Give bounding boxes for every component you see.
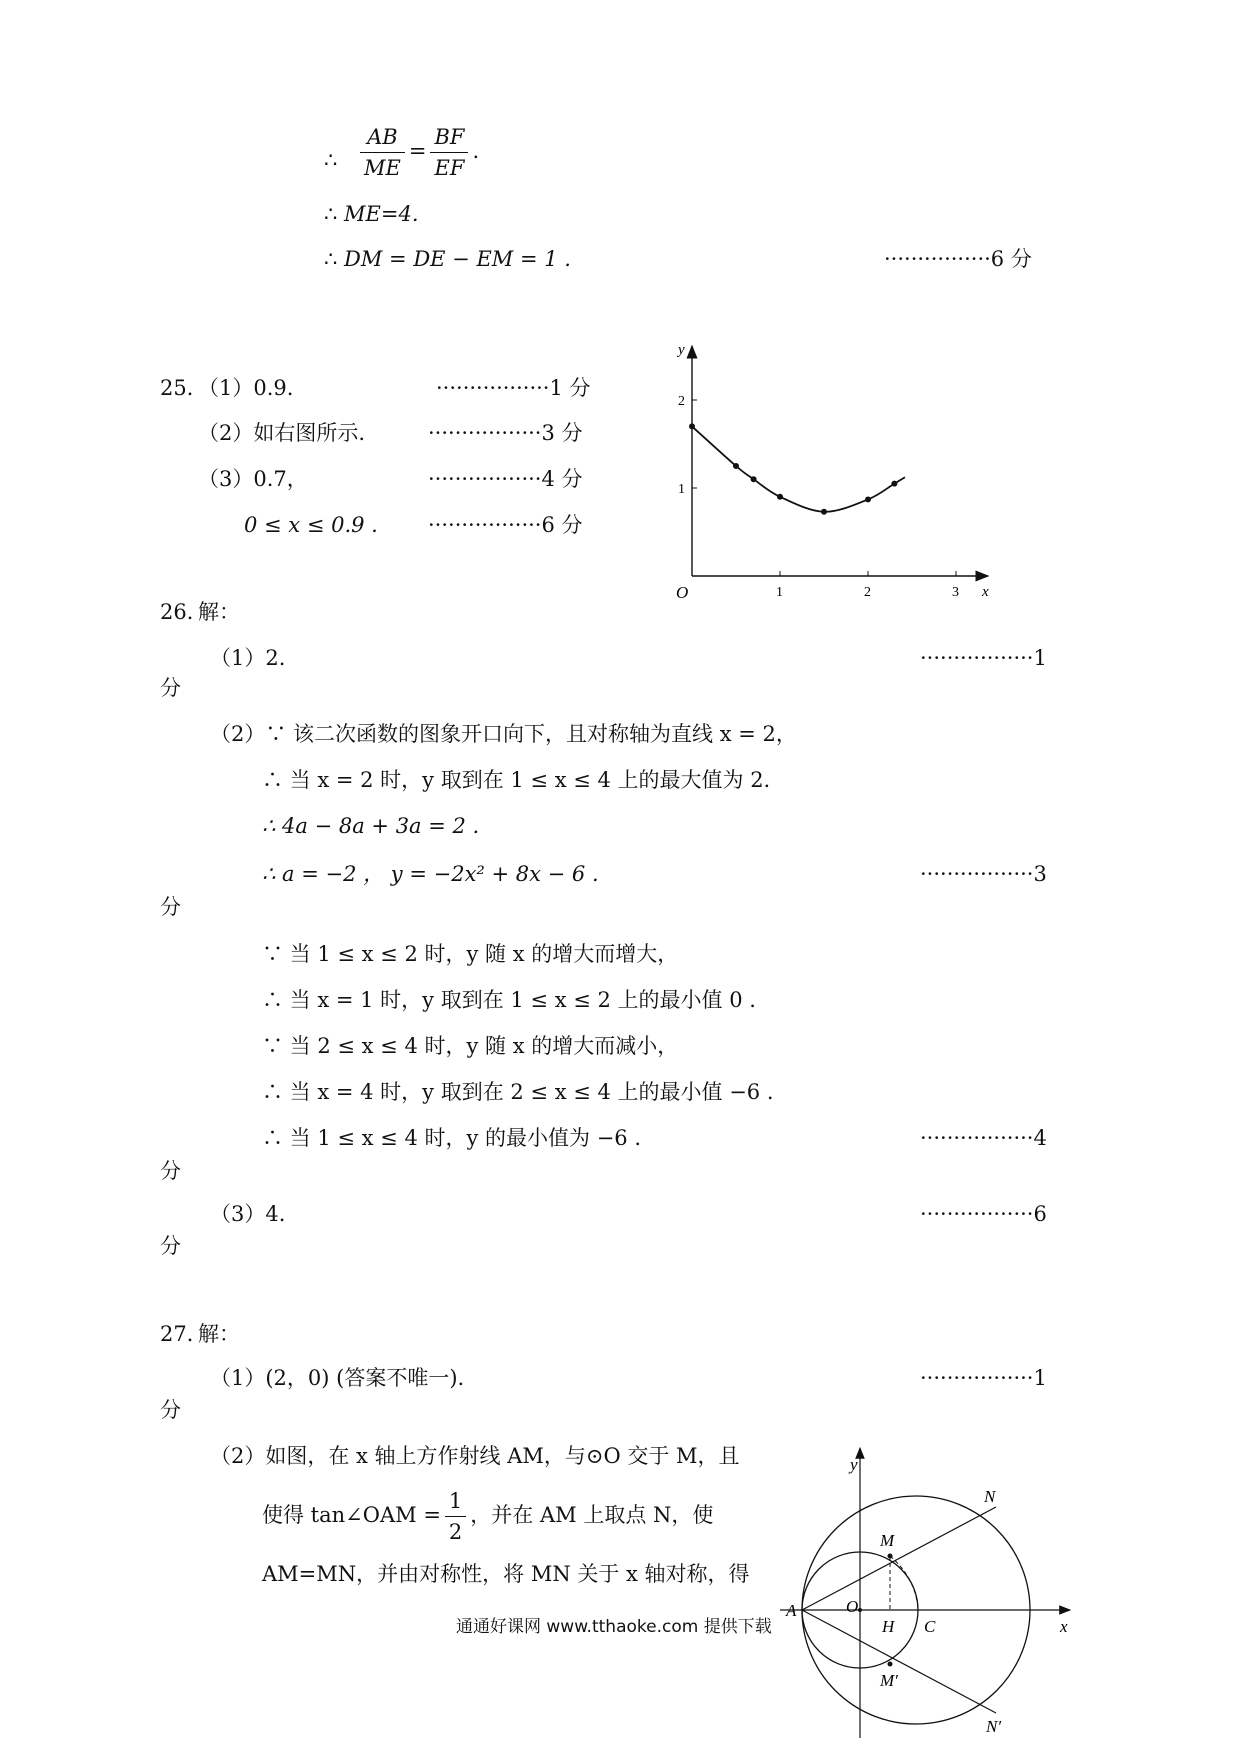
q26-l10-score: ·················4: [920, 1126, 1047, 1150]
label-n: N: [984, 1487, 996, 1506]
data-point: [777, 494, 783, 500]
q25-p1-score: ·················1 分: [436, 376, 591, 400]
q25-p1: （1）0.9.: [198, 376, 294, 400]
q25-p3: （3）0.7，: [198, 467, 308, 491]
label-m: M: [880, 1531, 895, 1550]
q26-l2: （2）∵ 该二次函数的图象开口向下，且对称轴为直线 x = 2，: [210, 722, 797, 746]
data-point: [821, 509, 827, 515]
q26-fen-3: 分: [160, 895, 181, 919]
ray-an: [802, 1507, 996, 1610]
x-tick-label: 3: [952, 585, 959, 600]
q26-l6: ∵ 当 1 ≤ x ≤ 2 时，y 随 x 的增大而增大，: [262, 942, 679, 966]
fig-y-label: y: [850, 1455, 858, 1474]
label-o: O: [846, 1597, 859, 1616]
label-c: C: [924, 1617, 936, 1636]
dashed-mc: [890, 1556, 918, 1610]
label-m-prime: M′: [880, 1671, 898, 1690]
point-m-prime: [888, 1662, 893, 1667]
q27-l3: 使得 tan∠OAM = $\frac{1}{2}$ ，并在 AM 上取点 N，使: [262, 1486, 713, 1547]
data-point: [891, 481, 897, 487]
fraction-bf-ef: $\frac{BF}{EF}$: [430, 122, 468, 183]
q27-number: 27．: [160, 1322, 208, 1346]
q25-p3-score: ·················4 分: [428, 467, 583, 491]
y-tick-label: 2: [678, 394, 685, 409]
q26-number: 26．: [160, 600, 208, 624]
q27-l1: （1）(2，0) (答案不唯一).: [210, 1366, 465, 1390]
q26-fen-6: 分: [160, 1234, 181, 1258]
y-tick-label: 1: [678, 482, 685, 497]
q26-l4: ∴ 4a − 8a + 3a = 2 .: [262, 814, 480, 838]
fig-x-label: x: [1060, 1617, 1068, 1636]
q26-l11: （3）4.: [210, 1202, 286, 1226]
q26-l11-score: ·················6: [920, 1202, 1047, 1226]
label-n-prime: N′: [986, 1717, 1002, 1736]
data-point: [865, 496, 871, 502]
q27-l1-score: ·················1: [920, 1366, 1047, 1390]
q26-l7: ∴ 当 x = 1 时，y 取到在 1 ≤ x ≤ 2 上的最小值 0 .: [262, 988, 756, 1012]
q26-l10: ∴ 当 1 ≤ x ≤ 4 时，y 的最小值为 −6 .: [262, 1126, 642, 1150]
q25-number: 25．: [160, 376, 208, 400]
ray-an-prime: [802, 1610, 996, 1713]
q26-l1-score: ·················1: [920, 646, 1047, 670]
q25-p2-score: ·················3 分: [428, 421, 583, 445]
q26-fen-4: 分: [160, 1159, 181, 1183]
q25-p4-score: ·················6 分: [428, 513, 583, 537]
origin-label: O: [676, 583, 689, 602]
q26-l8: ∵ 当 2 ≤ x ≤ 4 时，y 随 x 的增大而减小，: [262, 1034, 679, 1058]
q27-figure: [770, 1440, 1080, 1740]
line-me: ∴ ME=4.: [324, 202, 419, 226]
x-tick-label: 2: [864, 585, 871, 600]
y-axis-label: y: [678, 342, 685, 358]
point-o: [858, 1608, 862, 1612]
q27-l4: AM=MN，并由对称性，将 MN 关于 x 轴对称，得: [262, 1562, 750, 1586]
fraction-one-half: $\frac{1}{2}$: [445, 1486, 466, 1547]
fraction-equation: $\frac{AB}{ME}$ = $\frac{BF}{EF}$ .: [356, 122, 479, 183]
q26-l5-score: ·················3: [920, 862, 1047, 886]
therefore-symbol: ∴: [324, 148, 338, 172]
q26-l3: ∴ 当 x = 2 时，y 取到在 1 ≤ x ≤ 4 上的最大值为 2.: [262, 768, 771, 792]
q26-l9: ∴ 当 x = 4 时，y 取到在 2 ≤ x ≤ 4 上的最小值 −6 .: [262, 1080, 774, 1104]
x-axis-label: x: [982, 584, 989, 600]
x-tick-label: 1: [776, 585, 783, 600]
q25-p2: （2）如右图所示.: [198, 421, 366, 445]
q27-l2: （2）如图，在 x 轴上方作射线 AM，与⊙O 交于 M，且: [210, 1444, 740, 1468]
data-point: [689, 423, 695, 429]
q25-chart: [670, 340, 1000, 605]
data-point: [751, 476, 757, 482]
q27-fen-1: 分: [160, 1398, 181, 1422]
score-6: ················6 分: [884, 247, 1032, 271]
data-point: [733, 463, 739, 469]
q26-fen-1: 分: [160, 676, 181, 700]
q26-l1: （1）2.: [210, 646, 286, 670]
q26-solve: 解：: [198, 600, 240, 624]
footer-watermark: 通通好课网 www.tthaoke.com 提供下载: [456, 1617, 772, 1637]
q25-p4: 0 ≤ x ≤ 0.9 .: [244, 513, 378, 537]
point-m: [888, 1554, 893, 1559]
label-a: A: [786, 1601, 797, 1620]
series-curve: [692, 426, 905, 511]
line-dm: ∴ DM = DE − EM = 1 .: [324, 247, 571, 271]
fraction-ab-me: $\frac{AB}{ME}$: [360, 122, 405, 183]
label-h: H: [882, 1617, 895, 1636]
q26-l5: ∴ a = −2 ， y = −2x² + 8x − 6 .: [262, 862, 599, 886]
q27-solve: 解：: [198, 1322, 240, 1346]
